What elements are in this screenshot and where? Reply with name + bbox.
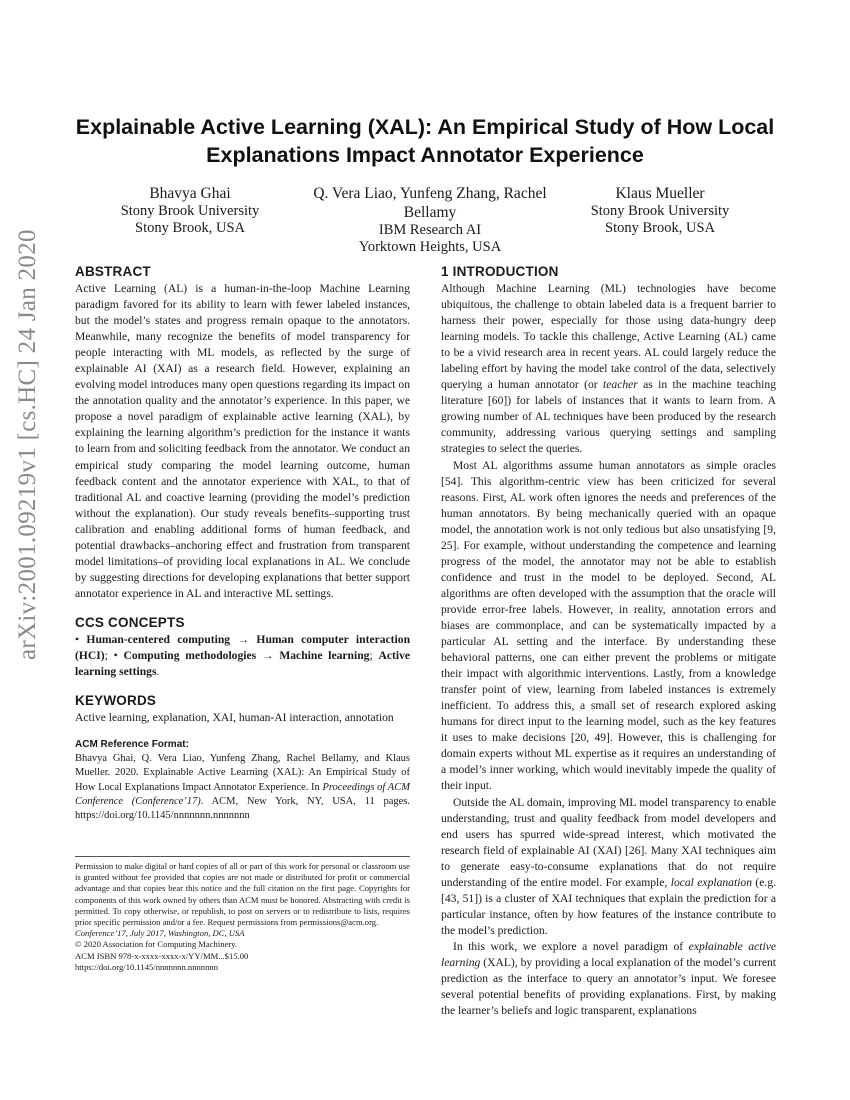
author-location: Stony Brook, USA bbox=[605, 220, 715, 236]
abstract-heading: ABSTRACT bbox=[75, 264, 151, 279]
introduction-heading: 1 INTRODUCTION bbox=[441, 264, 559, 279]
doi-line: https://doi.org/10.1145/nnnnnnn.nnnnnnn bbox=[75, 961, 218, 972]
paper-title: Explainable Active Learning (XAL): An Empirical Study of How Local Explanations Impact Annotator Experience bbox=[75, 115, 775, 167]
abstract-text: Active Learning (AL) is a human-in-the-loop Machine Learning paradigm favored for its ability to learn with fewer labeled instances, but the model’s states and progress remain opaque to the annotators. Meanwhile, many recognize the benefits of model transparency for people interacting with ML models, as reflected by the surge of explainable AI (XAI) as a research field. However, explaining an evolving model introduces many open questions regarding its impact on the annotation quality and the annotator’s experience. In this paper, we propose a novel paradigm of explainable active learning (XAL), by explaining the learning algorithm’s prediction for the instance it wants to learn from and soliciting feedback from the annotator. We conduct an empirical study comparing the model learning outcome, human feedback content and the annotator experience with XAL, to that of traditional AL and coactive learning (providing the model’s prediction without the explanation). Our study reveals benefits–supporting trust calibration and enabling additional forms of human feedback, and potential drawbacks–anchoring effect and frustration from transparent model limitations–of providing local explanations in AL. We conclude by suggesting directions for developing explanations that better support annotator experience in AL and interactive ML settings. bbox=[75, 282, 410, 600]
ccs-bullet: • bbox=[75, 632, 80, 646]
ccs-separator: ; bbox=[369, 648, 373, 662]
reference-format-heading: ACM Reference Format: bbox=[75, 739, 189, 751]
reference-text: Bhavya Ghai, Q. Vera Liao, Yunfeng Zhang, Rachel Bellamy, and Klaus Mueller. 2020. Explainable Active Learning (XAL): An Empirical Study of How Local Explanations Impact Annotator Experience. In bbox=[75, 753, 410, 793]
isbn-line: ACM ISBN 978-x-xxxx-xxxx-x/YY/MM...$15.00 bbox=[75, 950, 249, 961]
author-affiliation: IBM Research AI bbox=[378, 222, 482, 238]
ccs-concept: Active learning settings bbox=[75, 648, 411, 679]
ccs-concept: Machine learning bbox=[279, 648, 370, 662]
reference-venue: Proceedings of ACM Conference (Conference’17) bbox=[75, 781, 410, 808]
intro-text: (e.g. [43, 51]) is a cluster of XAI techniques that explain the prediction for a particular instance, often by how features of the instance contribute to the model’s prediction. bbox=[441, 875, 777, 937]
author-name: Klaus Mueller bbox=[615, 185, 705, 202]
ccs-text bbox=[75, 632, 410, 680]
ccs-bullet: • bbox=[113, 648, 118, 662]
intro-text: as in the machine teaching literature [60]) for labels of instances that it wants to learn from. A growing number of AL techniques have been produced by the research community, addressing various querying settings and sampling strategies to select the queries. bbox=[441, 378, 776, 456]
intro-emphasis: teacher bbox=[603, 378, 638, 392]
ccs-section bbox=[75, 614, 410, 680]
keywords-heading: KEYWORDS bbox=[75, 693, 157, 709]
intro-text: Although Machine Learning (ML) technologies have become ubiquitous, the challenge to obtain labeled data is a frequent barrier to harness their power, especially for those using data-hungry deep learning models. To tackle this challenge, Active Learning (AL) came to be a vivid research area in recent years. AL could largely reduce the labeling effort by having the model take control of the data, selectively querying a human annotator (or bbox=[441, 282, 776, 392]
ccs-arrow: → bbox=[237, 632, 250, 646]
left-column bbox=[75, 263, 410, 824]
intro-paragraph-4 bbox=[441, 939, 776, 1019]
author-block bbox=[60, 184, 790, 254]
conference-line: Conference’17, July 2017, Washington, DC, USA bbox=[75, 928, 245, 939]
ccs-concept: Computing methodologies bbox=[123, 648, 257, 662]
author-2 bbox=[305, 184, 555, 256]
intro-text: Outside the AL domain, improving ML model transparency to enable understanding, trust and quality feedback from model developers and end users has spurred wide-spread interest, which motivated the research field of explainable AI (XAI) [26]. Many XAI techniques aim to generate easy-to-consume explanations that do not require understanding of the entire model. For example, bbox=[441, 795, 776, 889]
arxiv-stamp: arXiv:2001.09219v1 [cs.HC] 24 Jan 2020 bbox=[14, 229, 41, 660]
author-location: Yorktown Heights, USA bbox=[358, 239, 502, 255]
copyright-line: © 2020 Association for Computing Machinery. bbox=[75, 939, 238, 950]
author-name: Bhavya Ghai bbox=[149, 185, 231, 202]
intro-paragraph-2: Most AL algorithms assume human annotators as simple oracles [54]. This algorithm-centric view has been criticized for several reasons. First, AL work often ignores the needs and preferences of the human annotators. By being mechanically queried with an opaque model, the annotation work is not only tedious but also unsatisfying [9, 25]. For example, without understanding the competence and learning progress of the model, the annotator may not be able to establish confidence and trust in the model to be deployed. Second, AL algorithms are often developed with the assumption that the oracle will provide error-free labels. However, in reality, annotation errors and biases are commonplace, and can be systematically impacted by a particular AL setting and the interface. By understanding these behavioral patterns, one can either prevent the problems or mitigate their impact with algorithmic interventions. Lastly, from a knowledge transfer point of view, learning from labeled instances is extremely inefficient. To address this, a small set of research explored asking humans for direct input to the learning model, such as the key features it uses to make decisions [20, 49]. However, this is challenging for domain experts without ML expertise as it requires an understanding of a model’s inner working, which would inevitably impede the quality of their input. bbox=[441, 458, 776, 793]
reference-format-section bbox=[75, 738, 410, 823]
author-1 bbox=[110, 184, 270, 237]
publication-info bbox=[75, 928, 410, 973]
reference-text: . ACM, New York, NY, USA, 11 pages. https://doi.org/10.1145/nnnnnnn.nnnnnnn bbox=[75, 796, 410, 822]
keywords-section bbox=[75, 692, 410, 726]
permission-notice: Permission to make digital or hard copies of all or part of this work for personal or classroom use is granted without fee provided that copies are not made or distributed for profit or commercial advantage and that copies bear this notice and the full citation on the first page. Copyrights for components of this work owned by others than ACM must be honored. Abstracting with credit is permitted. To copy otherwise, or republish, to post on servers or to redistribute to lists, requires prior specific permission and/or a fee. Request permissions from permissions@acm.org. bbox=[75, 861, 410, 928]
ccs-separator: ; bbox=[104, 648, 108, 662]
ccs-end: . bbox=[156, 665, 160, 679]
intro-emphasis: explainable active learning bbox=[441, 939, 776, 969]
keywords-text: Active learning, explanation, XAI, human-AI interaction, annotation bbox=[75, 711, 394, 725]
intro-text: (XAL), by providing a local explanation of the model’s current prediction as the interface to query an annotator’s input. We foresee several potential benefits of providing explanations. First, by making the learner’s beliefs and logic transparent, explanations bbox=[441, 955, 776, 1018]
abstract-section bbox=[75, 263, 410, 602]
ccs-arrow: → bbox=[261, 648, 274, 662]
author-affiliation: Stony Brook University bbox=[120, 203, 260, 219]
ccs-concept: Human-centered computing bbox=[86, 632, 231, 646]
ccs-concept: Human computer interaction (HCI) bbox=[75, 632, 411, 662]
right-column bbox=[441, 263, 776, 1019]
author-affiliation: Stony Brook University bbox=[590, 203, 730, 219]
intro-text: In this work, we explore a novel paradigm of bbox=[453, 939, 689, 953]
ccs-heading: CCS CONCEPTS bbox=[75, 614, 185, 630]
intro-paragraph-3 bbox=[441, 795, 776, 939]
author-location: Stony Brook, USA bbox=[135, 220, 245, 236]
author-3 bbox=[565, 184, 755, 237]
intro-paragraph-1 bbox=[441, 281, 776, 458]
reference-format-text bbox=[75, 752, 410, 823]
copyright-footnote bbox=[75, 856, 410, 973]
author-name: Q. Vera Liao, Yunfeng Zhang, Rachel Bellamy bbox=[313, 185, 547, 221]
intro-emphasis: local explanation bbox=[670, 875, 753, 889]
